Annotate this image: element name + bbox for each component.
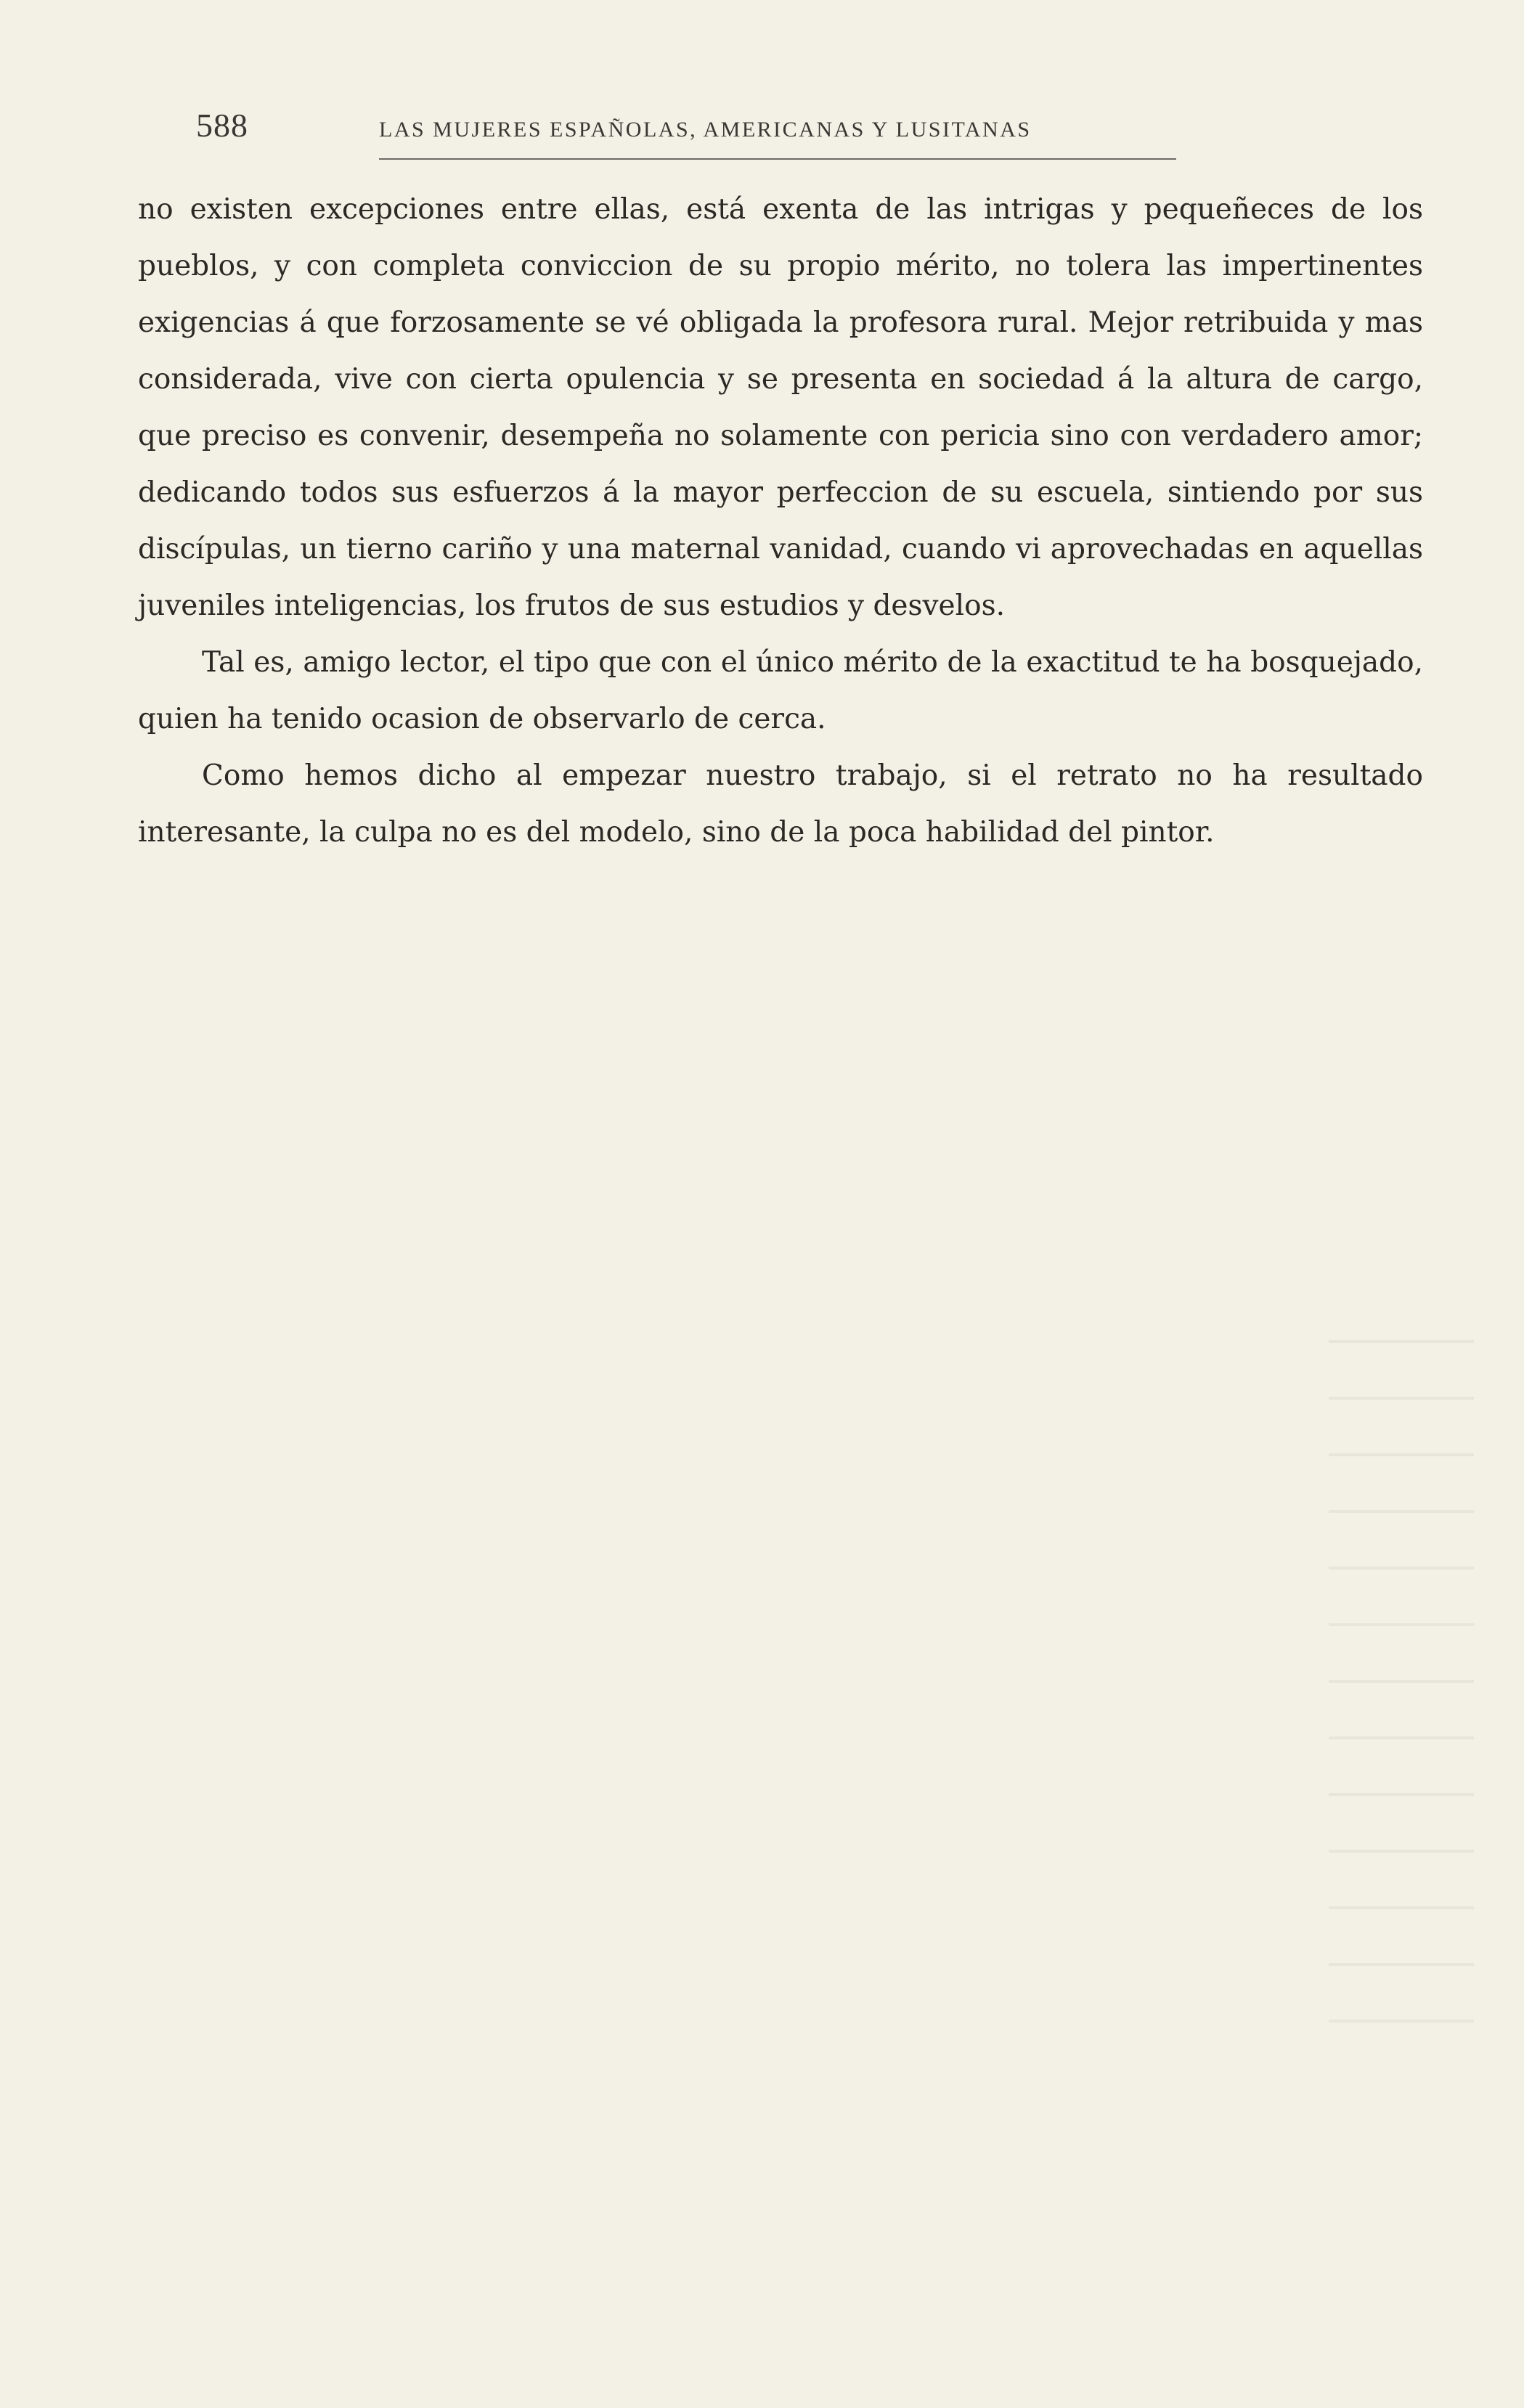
paragraph-como-hemos-dicho: Como hemos dicho al empezar nuestro trabajo, si el retrato no ha resultado interesante, la culpa no es del modelo, sino de la poca habilidad del pintor. (138, 759, 1423, 849)
paragraph-tal-es: Tal es, amigo lector, el tipo que con el único mérito de la exactitud te ha bosquejado, quien ha tenido ocasion de observarlo de cerca. (138, 646, 1423, 735)
paragraph-continued: no existen excepciones entre ellas, está exenta de las intrigas y pequeñeces de los pueblos, y con completa conviccion de su propio mérito, no tolera las impertinentes exigencias á que forzosamente se vé obligada la profesora rural. Mejor retribuida y mas considerada, vive con cierta opulencia y se presenta en sociedad á la altura de cargo, que preciso es convenir, desempeña no solamente con pericia sino con verdadero amor; dedicando todos sus esfuerzos á la mayor perfeccion de su escuela, sintiendo por sus discípulas, un tierno cariño y una maternal vanidad, cuando vi aprovechadas en aquellas juveniles inteligencias, los frutos de sus estudios y desvelos. (138, 193, 1423, 622)
page-number: 588 (196, 107, 248, 144)
running-title: LAS MUJERES ESPAÑOLAS, AMERICANAS Y LUSITANAS (379, 118, 1032, 142)
body-text (138, 181, 1423, 861)
header-rule (379, 158, 1176, 160)
bleed-through-shadow (1329, 1307, 1474, 2069)
